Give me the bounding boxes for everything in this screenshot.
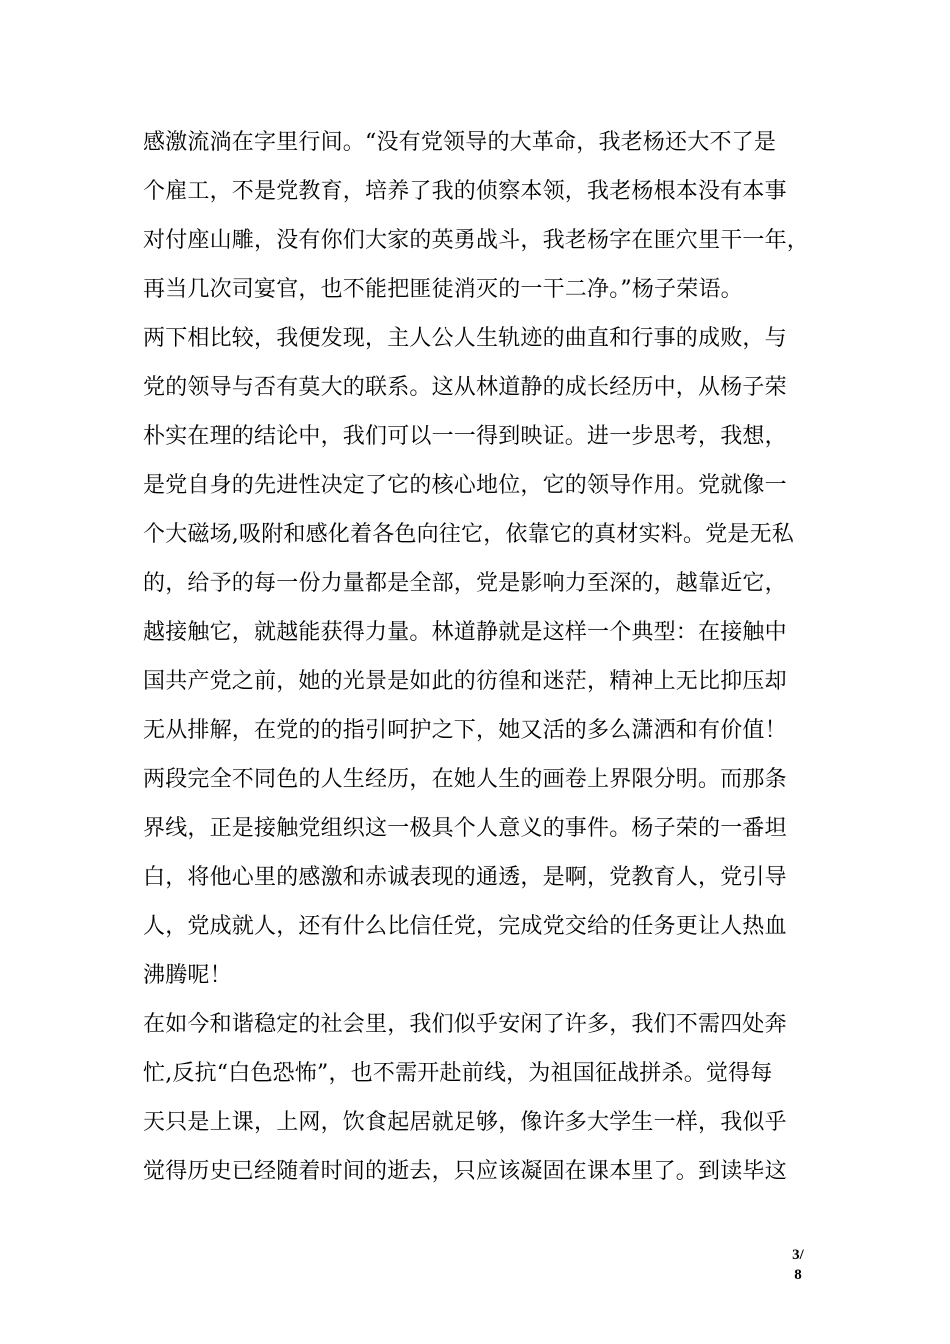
text-line: 天只是上课，上网，饮食起居就足够，像许多大学生一样，我似乎 [143, 1110, 787, 1135]
text-line: 白，将他心里的感激和赤诚表现的通透，是啊，党教育人，党引导 [143, 865, 787, 890]
text-line: 国共产党之前，她的光景是如此的彷徨和迷茫，精神上无比抑压却 [143, 669, 787, 694]
page-number-current: 3/ [792, 1247, 804, 1263]
text-line: 的，给予的每一份力量都是全部，党是影响力至深的，越靠近它， [143, 571, 787, 596]
text-line: 越接触它，就越能获得力量。林道静就是这样一个典型：在接触中 [143, 620, 787, 645]
page-number-total: 8 [794, 1267, 802, 1283]
text-line: 无从排解，在党的的指引呵护之下，她又活的多么潇洒和有价值！ [143, 718, 787, 743]
text-line: 是党自身的先进性决定了它的核心地位，它的领导作用。党就像一 [143, 473, 787, 498]
text-line: 感激流淌在字里行间。“没有党领导的大革命，我老杨还大不了是 [143, 130, 777, 155]
text-line: 党的领导与否有莫大的联系。这从林道静的成长经历中，从杨子荣 [143, 375, 787, 400]
text-line: 觉得历史已经随着时间的逝去，只应该凝固在课本里了。到读毕这 [143, 1159, 787, 1184]
page-number [786, 1245, 810, 1285]
text-line: 两段完全不同色的人生经历，在她人生的画卷上界限分明。而那条 [143, 767, 787, 792]
text-line: 再当几次司宴官，也不能把匪徒消灭的一干二净。”杨子荣语。 [143, 277, 743, 302]
text-line: 两下相比较，我便发现，主人公人生轨迹的曲直和行事的成败，与 [143, 326, 787, 351]
text-line: 界线，正是接触党组织这一极具个人意义的事件。杨子荣的一番坦 [143, 816, 787, 841]
text-line: 对付座山雕，没有你们大家的英勇战斗，我老杨字在匪穴里干一年， [143, 228, 810, 253]
text-line: 忙,反抗“白色恐怖”，也不需开赴前线，为祖国征战拼杀。觉得每 [143, 1061, 773, 1086]
text-line: 个大磁场,吸附和感化着各色向往它，依靠它的真材实料。党是无私 [143, 522, 794, 547]
text-line: 个雇工，不是党教育，培养了我的侦察本领，我老杨根本没有本事 [143, 179, 787, 204]
text-line: 沸腾呢！ [143, 963, 232, 988]
text-line: 朴实在理的结论中，我们可以一一得到映证。进一步思考，我想， [143, 424, 787, 449]
text-line: 人，党成就人，还有什么比信任党，完成党交给的任务更让人热血 [143, 914, 787, 939]
body-text [143, 118, 811, 1196]
text-line: 在如今和谐稳定的社会里，我们似乎安闲了许多，我们不需四处奔 [143, 1012, 787, 1037]
